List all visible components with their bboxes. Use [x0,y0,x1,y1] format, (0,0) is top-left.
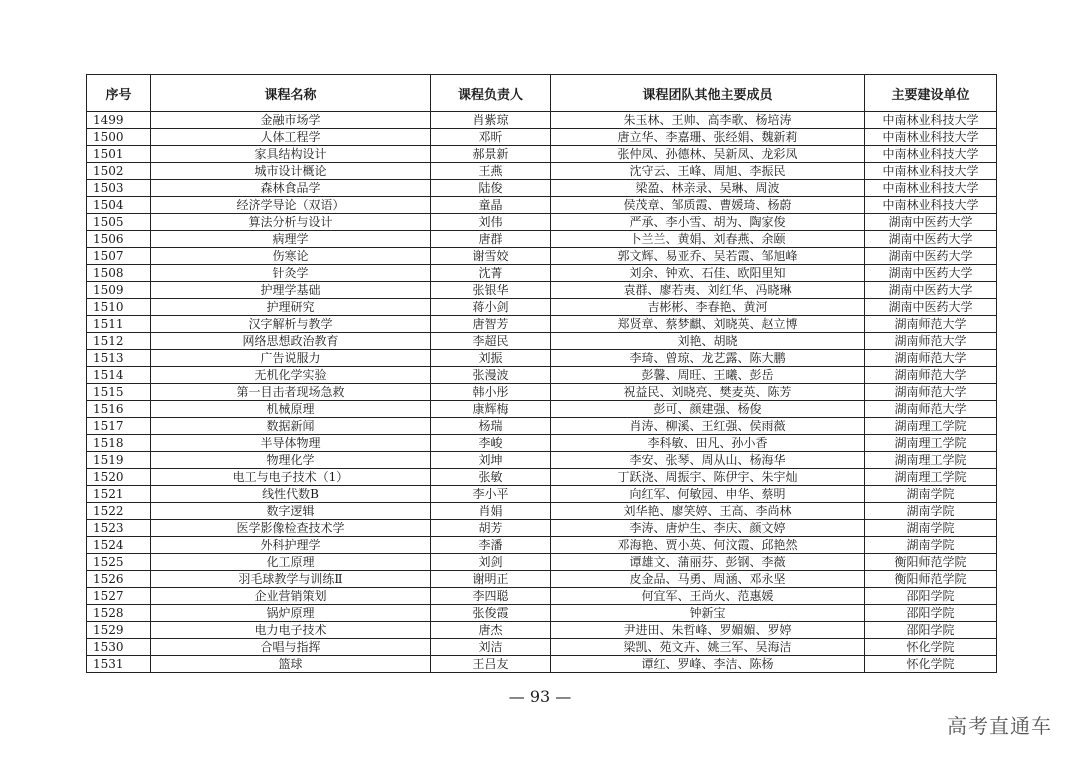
cell-team-members: 彭可、颜建强、杨俊 [551,401,865,418]
cell-course-leader: 谢雪姣 [431,248,551,265]
cell-team-members: 梁凯、苑文卉、姚三军、吴海洁 [551,639,865,656]
cell-institution: 湖南师范大学 [865,316,997,333]
cell-team-members: 唐立华、李嘉珊、张经娟、魏新莉 [551,129,865,146]
cell-team-members: 刘华艳、廖笑婷、王高、李尚林 [551,503,865,520]
cell-seq: 1513 [87,350,151,367]
cell-institution: 湖南学院 [865,537,997,554]
cell-course-name: 羽毛球教学与训练Ⅱ [151,571,431,588]
cell-team-members: 卜兰兰、黄娟、刘春燕、余颐 [551,231,865,248]
cell-course-name: 半导体物理 [151,435,431,452]
header-course-leader: 课程负责人 [431,75,551,112]
cell-seq: 1508 [87,265,151,282]
cell-seq: 1520 [87,469,151,486]
cell-course-leader: 刘洁 [431,639,551,656]
table-row [87,639,997,656]
cell-institution: 衡阳师范学院 [865,571,997,588]
table-row [87,333,997,350]
cell-institution: 中南林业科技大学 [865,129,997,146]
cell-institution: 湖南师范大学 [865,384,997,401]
cell-course-name: 广告说服力 [151,350,431,367]
cell-course-name: 无机化学实验 [151,367,431,384]
cell-seq: 1504 [87,197,151,214]
cell-team-members: 谭雄文、蒲丽芬、彭钢、李薇 [551,554,865,571]
cell-course-name: 家具结构设计 [151,146,431,163]
cell-course-leader: 谢明正 [431,571,551,588]
cell-institution: 中南林业科技大学 [865,112,997,129]
table-row [87,588,997,605]
cell-course-name: 护理学基础 [151,282,431,299]
cell-institution: 中南林业科技大学 [865,197,997,214]
table-row [87,350,997,367]
cell-course-name: 化工原理 [151,554,431,571]
cell-institution: 邵阳学院 [865,605,997,622]
cell-institution: 湖南理工学院 [865,452,997,469]
cell-team-members: 钟新宝 [551,605,865,622]
cell-seq: 1507 [87,248,151,265]
cell-team-members: 祝益民、刘晓亮、樊麦英、陈芳 [551,384,865,401]
table-row [87,180,997,197]
header-institution: 主要建设单位 [865,75,997,112]
cell-seq: 1509 [87,282,151,299]
cell-institution: 中南林业科技大学 [865,146,997,163]
cell-course-name: 线性代数B [151,486,431,503]
cell-team-members: 侯茂章、邹质霞、曹媛琦、杨蔚 [551,197,865,214]
cell-seq: 1524 [87,537,151,554]
cell-institution: 湖南中医药大学 [865,299,997,316]
cell-team-members: 李科敏、田凡、孙小香 [551,435,865,452]
cell-course-leader: 刘振 [431,350,551,367]
cell-institution: 怀化学院 [865,656,997,673]
table-row [87,435,997,452]
cell-course-name: 数据新闻 [151,418,431,435]
table-row [87,622,997,639]
cell-team-members: 何宜军、王尚火、范惠媛 [551,588,865,605]
cell-team-members: 严承、李小雪、胡为、陶家俊 [551,214,865,231]
cell-seq: 1527 [87,588,151,605]
cell-team-members: 李琦、曾琼、龙艺露、陈大鹏 [551,350,865,367]
cell-seq: 1514 [87,367,151,384]
course-table [86,74,997,673]
cell-seq: 1502 [87,163,151,180]
cell-course-name: 网络思想政治教育 [151,333,431,350]
cell-course-name: 合唱与指挥 [151,639,431,656]
cell-course-leader: 康辉梅 [431,401,551,418]
cell-course-name: 汉字解析与教学 [151,316,431,333]
cell-course-name: 针灸学 [151,265,431,282]
cell-course-name: 人体工程学 [151,129,431,146]
cell-seq: 1512 [87,333,151,350]
cell-course-name: 外科护理学 [151,537,431,554]
cell-team-members: 刘余、钟欢、石佳、欧阳里知 [551,265,865,282]
table-row [87,282,997,299]
cell-course-leader: 童晶 [431,197,551,214]
cell-seq: 1526 [87,571,151,588]
cell-course-name: 算法分析与设计 [151,214,431,231]
cell-course-name: 森林食品学 [151,180,431,197]
cell-course-leader: 唐智芳 [431,316,551,333]
cell-seq: 1518 [87,435,151,452]
table-row [87,265,997,282]
cell-team-members: 彭馨、周旺、王曦、彭岳 [551,367,865,384]
cell-course-leader: 李小平 [431,486,551,503]
cell-course-name: 金融市场学 [151,112,431,129]
cell-course-leader: 邓昕 [431,129,551,146]
cell-institution: 湖南师范大学 [865,367,997,384]
cell-team-members: 李安、张琴、周从山、杨海华 [551,452,865,469]
cell-institution: 湖南师范大学 [865,401,997,418]
cell-institution: 湖南中医药大学 [865,265,997,282]
cell-institution: 湖南中医药大学 [865,231,997,248]
cell-institution: 湖南中医药大学 [865,248,997,265]
cell-course-leader: 李潘 [431,537,551,554]
cell-team-members: 吉彬彬、李春艳、黄河 [551,299,865,316]
table-row [87,452,997,469]
cell-institution: 湖南学院 [865,503,997,520]
cell-course-leader: 李超民 [431,333,551,350]
cell-course-leader: 唐杰 [431,622,551,639]
cell-course-name: 数字逻辑 [151,503,431,520]
table-row [87,129,997,146]
cell-institution: 湖南理工学院 [865,469,997,486]
cell-team-members: 皮金品、马勇、周涵、邓永坚 [551,571,865,588]
cell-course-leader: 刘坤 [431,452,551,469]
cell-seq: 1521 [87,486,151,503]
cell-team-members: 梁盈、林亲录、吴琳、周波 [551,180,865,197]
watermark-text: 高考直通车 [947,714,1052,738]
cell-institution: 邵阳学院 [865,588,997,605]
table-body [87,112,997,673]
table-row [87,605,997,622]
cell-course-leader: 刘伟 [431,214,551,231]
cell-seq: 1523 [87,520,151,537]
cell-institution: 怀化学院 [865,639,997,656]
table-row [87,231,997,248]
cell-course-leader: 张俊霞 [431,605,551,622]
cell-course-name: 病理学 [151,231,431,248]
table-row [87,299,997,316]
cell-course-leader: 沈菁 [431,265,551,282]
cell-course-leader: 王燕 [431,163,551,180]
cell-course-leader: 唐群 [431,231,551,248]
cell-institution: 湖南理工学院 [865,418,997,435]
cell-course-leader: 张漫波 [431,367,551,384]
table-row [87,214,997,231]
cell-institution: 湖南师范大学 [865,350,997,367]
cell-course-name: 城市设计概论 [151,163,431,180]
cell-team-members: 向红军、何敏园、申华、蔡明 [551,486,865,503]
cell-team-members: 邓海艳、贾小英、何汶霞、邱艳然 [551,537,865,554]
cell-team-members: 丁跃浇、周振宇、陈伊宇、朱宇灿 [551,469,865,486]
cell-course-leader: 胡芳 [431,520,551,537]
table-row [87,367,997,384]
cell-seq: 1505 [87,214,151,231]
cell-seq: 1511 [87,316,151,333]
cell-course-leader: 陆俊 [431,180,551,197]
cell-course-name: 伤寒论 [151,248,431,265]
cell-team-members: 刘艳、胡晓 [551,333,865,350]
cell-institution: 湖南中医药大学 [865,282,997,299]
table-row [87,197,997,214]
cell-seq: 1499 [87,112,151,129]
cell-course-leader: 李四聪 [431,588,551,605]
cell-team-members: 张仲凤、孙德林、吴新凤、龙彩凤 [551,146,865,163]
header-team-members: 课程团队其他主要成员 [551,75,865,112]
header-seq: 序号 [87,75,151,112]
table-row [87,146,997,163]
table-row [87,384,997,401]
cell-team-members: 李涛、唐炉生、李庆、颜文婷 [551,520,865,537]
cell-seq: 1510 [87,299,151,316]
cell-seq: 1519 [87,452,151,469]
cell-team-members: 尹进田、朱哲峰、罗媚媚、罗婷 [551,622,865,639]
cell-course-leader: 刘剑 [431,554,551,571]
cell-course-leader: 王吕友 [431,656,551,673]
cell-course-name: 物理化学 [151,452,431,469]
cell-seq: 1506 [87,231,151,248]
cell-team-members: 郭文辉、易亚乔、吴若霞、邹旭峰 [551,248,865,265]
table-row [87,571,997,588]
cell-seq: 1517 [87,418,151,435]
cell-course-name: 篮球 [151,656,431,673]
cell-course-name: 电力电子技术 [151,622,431,639]
cell-institution: 衡阳师范学院 [865,554,997,571]
cell-institution: 湖南中医药大学 [865,214,997,231]
cell-institution: 中南林业科技大学 [865,180,997,197]
table-row [87,520,997,537]
cell-seq: 1529 [87,622,151,639]
cell-seq: 1503 [87,180,151,197]
cell-institution: 湖南学院 [865,520,997,537]
cell-institution: 邵阳学院 [865,622,997,639]
cell-team-members: 郑贤章、蔡梦麒、刘晓英、赵立博 [551,316,865,333]
cell-course-name: 机械原理 [151,401,431,418]
cell-course-name: 护理研究 [151,299,431,316]
cell-course-leader: 张银华 [431,282,551,299]
table-row [87,554,997,571]
table-row [87,503,997,520]
cell-seq: 1500 [87,129,151,146]
cell-course-leader: 肖娟 [431,503,551,520]
cell-institution: 湖南师范大学 [865,333,997,350]
table-row [87,112,997,129]
table-row [87,469,997,486]
cell-institution: 中南林业科技大学 [865,163,997,180]
cell-course-name: 企业营销策划 [151,588,431,605]
cell-course-leader: 张敏 [431,469,551,486]
cell-team-members: 谭红、罗峰、李洁、陈杨 [551,656,865,673]
cell-course-name: 医学影像检查技术学 [151,520,431,537]
cell-team-members: 沈守云、王峰、周旭、李振民 [551,163,865,180]
cell-course-name: 电工与电子技术（1） [151,469,431,486]
header-course-name: 课程名称 [151,75,431,112]
cell-seq: 1528 [87,605,151,622]
cell-course-leader: 蒋小剑 [431,299,551,316]
cell-institution: 湖南理工学院 [865,435,997,452]
cell-institution: 湖南学院 [865,486,997,503]
cell-team-members: 肖涛、柳溪、王红强、侯雨薇 [551,418,865,435]
table-row [87,316,997,333]
table-row [87,418,997,435]
cell-course-name: 第一目击者现场急救 [151,384,431,401]
table-row [87,486,997,503]
cell-team-members: 袁群、廖若夷、刘红华、冯晓琳 [551,282,865,299]
cell-seq: 1501 [87,146,151,163]
cell-course-leader: 肖紫琼 [431,112,551,129]
cell-seq: 1525 [87,554,151,571]
cell-seq: 1522 [87,503,151,520]
cell-seq: 1516 [87,401,151,418]
cell-course-name: 经济学导论（双语） [151,197,431,214]
cell-course-leader: 杨瑞 [431,418,551,435]
table-header-row [87,75,997,112]
cell-course-leader: 郝景新 [431,146,551,163]
cell-seq: 1531 [87,656,151,673]
cell-course-name: 锅炉原理 [151,605,431,622]
table-row [87,248,997,265]
cell-course-leader: 韩小彤 [431,384,551,401]
table-row [87,537,997,554]
page-number: — 93 — [508,687,572,706]
cell-course-leader: 李峻 [431,435,551,452]
cell-seq: 1530 [87,639,151,656]
table-row [87,401,997,418]
cell-team-members: 朱玉林、王帅、高李歌、杨培涛 [551,112,865,129]
table-row [87,163,997,180]
cell-seq: 1515 [87,384,151,401]
table-row [87,656,997,673]
